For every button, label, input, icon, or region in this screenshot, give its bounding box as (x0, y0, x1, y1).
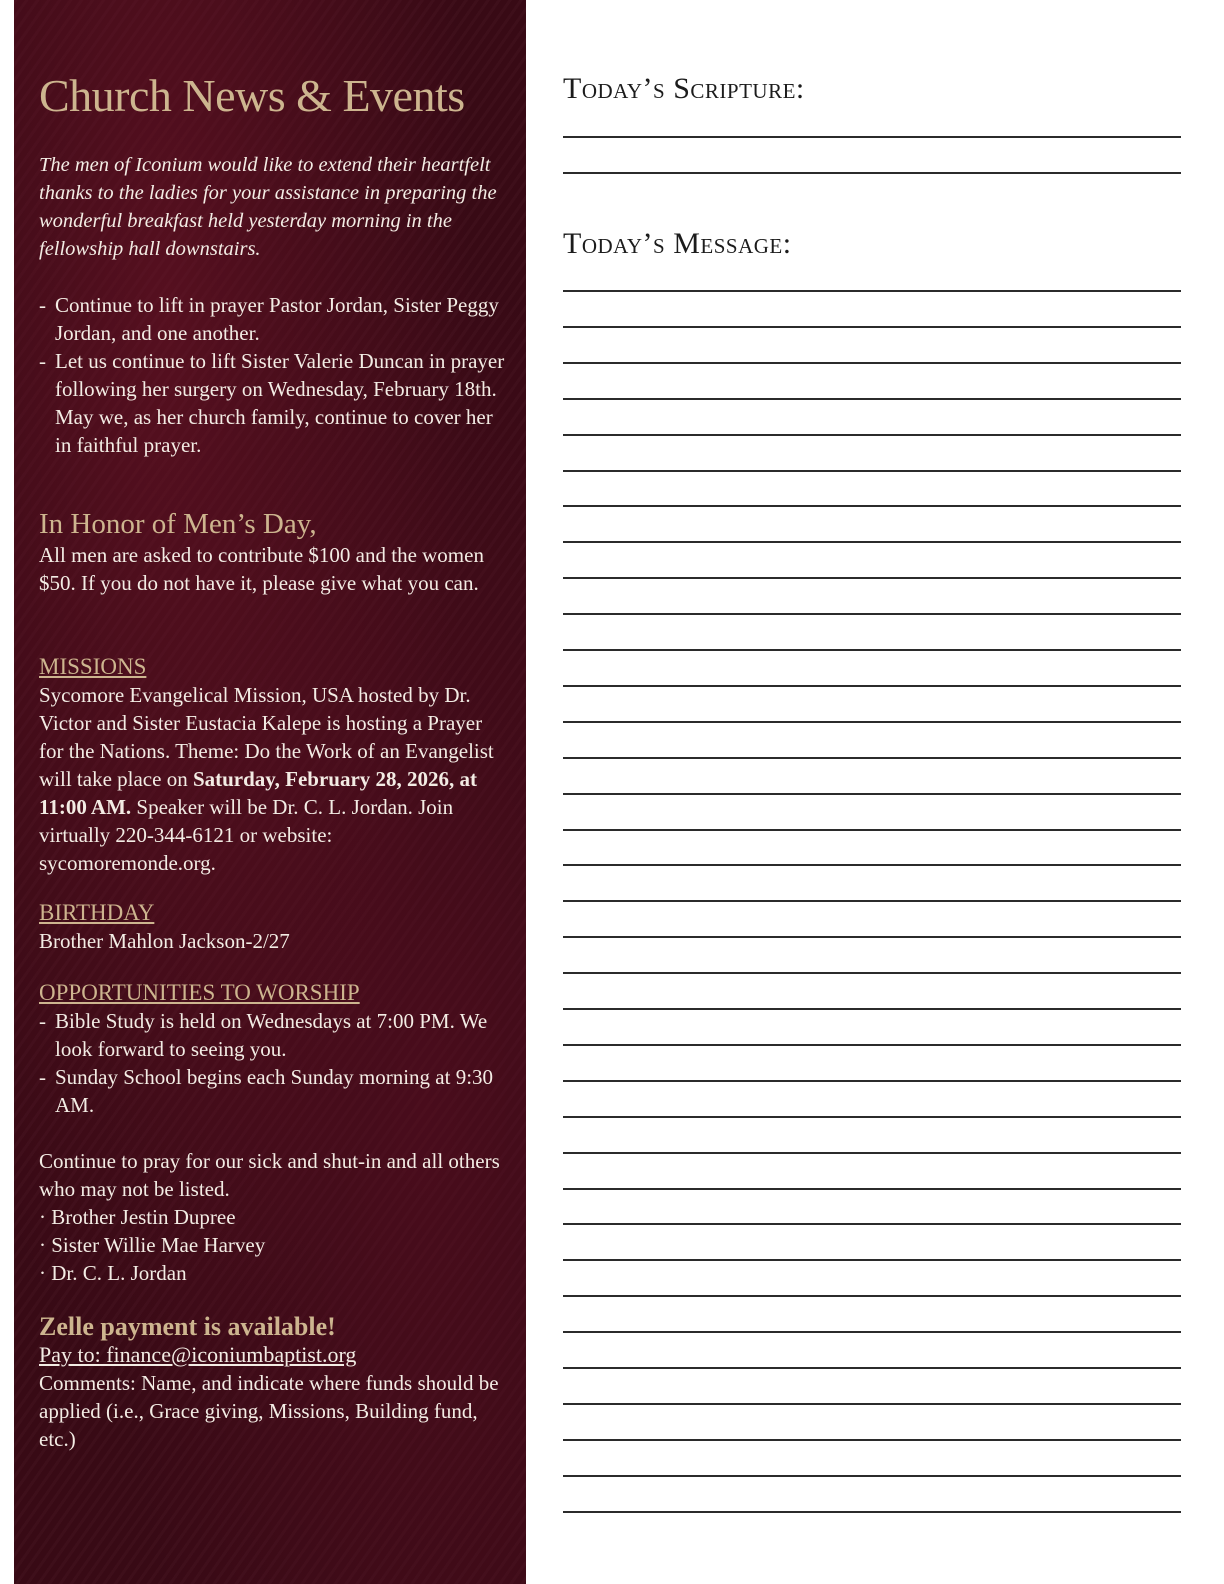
writing-line (563, 757, 1181, 759)
sick-name: · Dr. C. L. Jordan (39, 1260, 187, 1285)
writing-line (563, 1367, 1181, 1369)
writing-line (563, 649, 1181, 651)
writing-line (563, 326, 1181, 328)
writing-line (563, 577, 1181, 579)
writing-line (563, 685, 1181, 687)
missions-section (39, 653, 509, 877)
writing-line (563, 1044, 1181, 1046)
missions-event-date: Saturday, February 28, 2026, at 11:00 AM. (39, 766, 478, 819)
sick-name: · Brother Jestin Dupree (39, 1204, 236, 1229)
news-content (39, 70, 509, 1453)
mens-day-text: All men are asked to contribute $100 and the women $50. If you do not have it, please give what you can. (39, 542, 484, 595)
writing-line (563, 1008, 1181, 1010)
writing-line (563, 1295, 1181, 1297)
writing-line (563, 1152, 1181, 1154)
page-title: Church News & Events (39, 70, 465, 121)
worship-item: - Sunday School begins each Sunday morning at 9:30 AM. (39, 1063, 509, 1119)
sick-intro: Continue to pray for our sick and shut-in and all others who may not be listed. (39, 1148, 500, 1201)
worship-list (39, 1007, 509, 1119)
worship-heading: OPPORTUNITIES TO WORSHIP (39, 979, 360, 1005)
zelle-pay-to: Pay to: finance@iconiumbaptist.org (39, 1341, 357, 1367)
writing-line (563, 1475, 1181, 1477)
news-panel (14, 0, 526, 1584)
writing-line (563, 1259, 1181, 1261)
writing-line (563, 936, 1181, 938)
missions-text (39, 681, 509, 877)
mens-day-section (39, 509, 509, 597)
writing-line (563, 1080, 1181, 1082)
intro-paragraph: The men of Iconium would like to extend their heartfelt thanks to the ladies for your assistance in preparing the wonderful breakfast held yesterday morning in the fellowship hall downstairs. (39, 153, 497, 260)
writing-line (563, 721, 1181, 723)
writing-line (563, 900, 1181, 902)
prayer-list (39, 291, 509, 459)
birthday-text: Brother Mahlon Jackson-2/27 (39, 928, 290, 953)
missions-heading: MISSIONS (39, 653, 147, 679)
zelle-heading: Zelle payment is available! (39, 1311, 336, 1341)
writing-line (563, 290, 1181, 292)
sick-name: · Sister Willie Mae Harvey (39, 1232, 266, 1257)
writing-line (563, 470, 1181, 472)
prayer-item: - Let us continue to lift Sister Valerie Duncan in prayer following her surgery on Wednesday, February 18th. May we, as her church family, continue to cover her in faithful prayer. (39, 347, 509, 459)
missions-text-part: Sycomore Evangelical Mission, USA hosted by Dr. Victor and Sister Eustacia Kalepe is hosting a Prayer for the Nations. Theme: Do the Work of an Evangelist will take place on (39, 682, 494, 791)
writing-line (563, 1403, 1181, 1405)
writing-line (563, 434, 1181, 436)
writing-line (563, 1331, 1181, 1333)
sick-section (39, 1147, 509, 1287)
writing-line (563, 1511, 1181, 1513)
writing-line (563, 829, 1181, 831)
sick-list (39, 1203, 509, 1287)
writing-line (563, 136, 1181, 138)
scripture-label: Today’s Scripture: (563, 72, 805, 105)
birthday-heading: BIRTHDAY (39, 899, 155, 925)
writing-line (563, 864, 1181, 866)
missions-text-part: Speaker will be Dr. C. L. Jordan. Join virtually 220-344-6121 or website: sycomoremonde.org. (39, 794, 454, 875)
notes-panel (563, 0, 1181, 1584)
writing-line (563, 1439, 1181, 1441)
writing-line (563, 1116, 1181, 1118)
zelle-section (39, 1313, 509, 1453)
writing-line (563, 972, 1181, 974)
writing-line (563, 613, 1181, 615)
worship-item: - Bible Study is held on Wednesdays at 7:00 PM. We look forward to seeing you. (39, 1007, 509, 1063)
mens-day-heading: In Honor of Men’s Day, (39, 507, 317, 540)
writing-line (563, 793, 1181, 795)
worship-section (39, 979, 509, 1119)
writing-line (563, 541, 1181, 543)
writing-line (563, 398, 1181, 400)
writing-line (563, 172, 1181, 174)
writing-line (563, 362, 1181, 364)
prayer-item: - Continue to lift in prayer Pastor Jordan, Sister Peggy Jordan, and one another. (39, 291, 509, 347)
writing-line (563, 1223, 1181, 1225)
writing-line (563, 505, 1181, 507)
message-label: Today’s Message: (563, 227, 792, 260)
zelle-comments: Comments: Name, and indicate where funds should be applied (i.e., Grace giving, Missions, Building fund, etc.) (39, 1370, 499, 1451)
birthday-section (39, 899, 509, 955)
writing-line (563, 1188, 1181, 1190)
